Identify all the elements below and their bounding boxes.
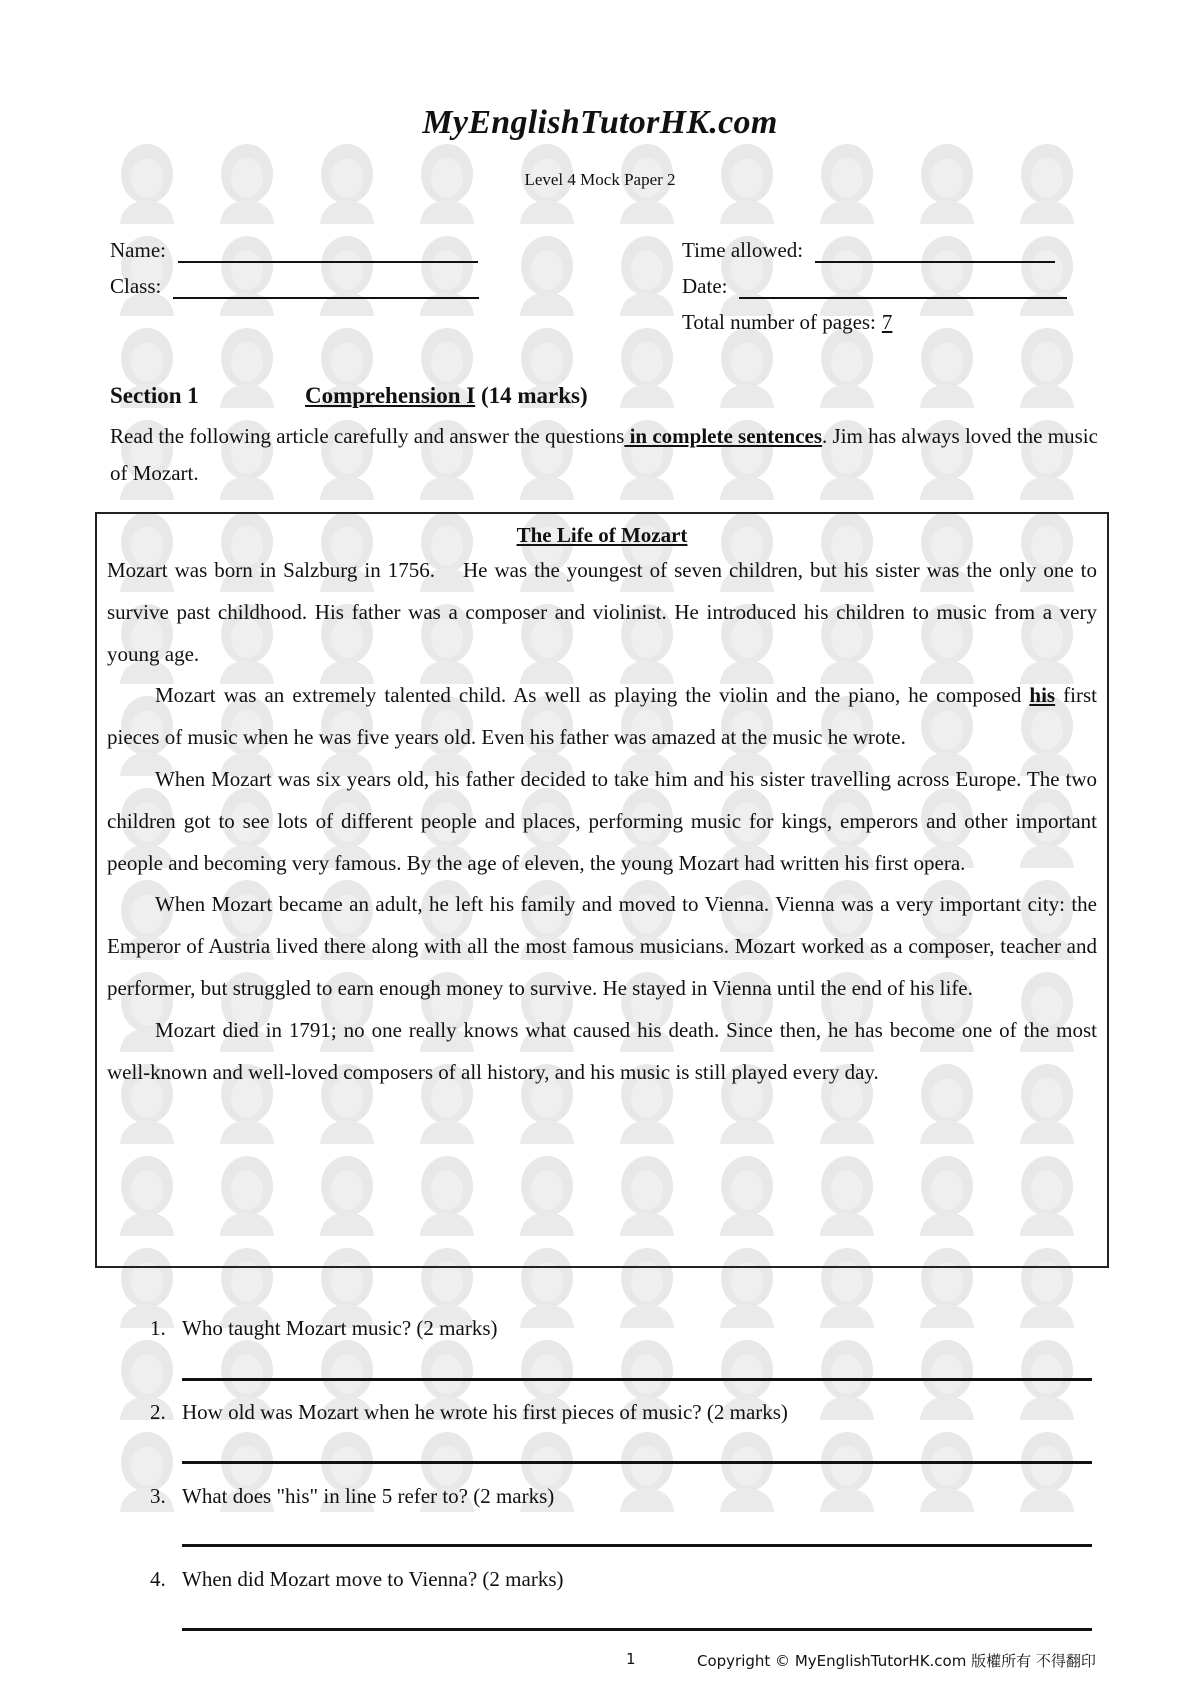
instructions	[110, 418, 1100, 492]
total-pages-label: Total number of pages:	[682, 310, 876, 334]
article-paragraph-2-end: first pieces of music when he was five years old. Even his father was amazed at the music he wrote.	[107, 683, 1097, 750]
article-paragraph-3: When Mozart was six years old, his father decided to take him and his sister travelling across Europe. The two children got to see lots of different people and places, performing music for kings, emperors and other important people and becoming very famous. By the age of eleven, the young Mozart had written his first opera.	[107, 766, 1097, 875]
date-label: Date:	[682, 274, 728, 298]
section-title-text: Comprehension I	[305, 383, 476, 408]
article-paragraph-5: Mozart died in 1791; no one really knows what caused his death. Since then, he has become one of the most well-known and well-loved composers of all history, and his music is still played every day.	[107, 1017, 1097, 1084]
answer-line-4[interactable]	[182, 1628, 1092, 1631]
article-paragraph-2	[107, 675, 1097, 759]
article-paragraph-1: Mozart was born in Salzburg in 1756. He was the youngest of seven children, but his sister was the only one to survive past childhood. His father was a composer and violinist. He introduced his children to music from a very young age.	[107, 558, 1097, 666]
section-marks: (14 marks)	[480, 383, 588, 408]
class-line[interactable]	[173, 277, 479, 299]
time-allowed-line[interactable]	[815, 241, 1055, 263]
question-3	[150, 1484, 554, 1509]
name-field[interactable]	[110, 238, 478, 263]
section-title	[305, 383, 588, 409]
time-allowed-field[interactable]	[682, 238, 1055, 263]
answer-line-1[interactable]	[182, 1378, 1092, 1381]
watermark-tile	[1012, 324, 1082, 408]
highlighted-word-his: his	[1029, 683, 1056, 708]
watermark-tile	[612, 232, 682, 316]
watermark-tile	[1012, 1428, 1082, 1512]
question-number: 4.	[150, 1567, 166, 1591]
question-text: Who taught Mozart music? (2 marks)	[182, 1316, 498, 1340]
answer-line-2[interactable]	[182, 1461, 1092, 1464]
article-box	[95, 512, 1109, 1268]
date-field[interactable]	[682, 274, 1067, 299]
question-number: 1.	[150, 1316, 166, 1340]
total-pages-value: 7	[881, 310, 893, 334]
article-paragraph-2-start: Mozart was an extremely talented child. As well as playing the violin and the piano, he composed	[155, 683, 1030, 708]
date-line[interactable]	[739, 277, 1067, 299]
watermark-tile	[612, 1428, 682, 1512]
watermark-tile	[712, 1428, 782, 1512]
question-text: How old was Mozart when he wrote his first pieces of music? (2 marks)	[182, 1400, 788, 1424]
page-number: 1	[626, 1650, 636, 1668]
instructions-emphasis: in complete sentences	[624, 424, 823, 448]
watermark-tile	[812, 1428, 882, 1512]
question-4	[150, 1567, 564, 1592]
instructions-text-end: . Jim has always loved the music of Mozart.	[110, 424, 1098, 485]
time-allowed-label: Time allowed:	[682, 238, 804, 262]
watermark-tile	[512, 232, 582, 316]
question-1	[150, 1316, 498, 1341]
article-paragraph-4: When Mozart became an adult, he left his family and moved to Vienna. Vienna was a very important city: the Emperor of Austria lived there along with all the most famous musicians. Mozart worked as a composer, teacher and performer, but struggled to earn enough money to survive. He stayed in Vienna until the end of his life.	[107, 892, 1097, 1000]
question-text: What does "his" in line 5 refer to? (2 marks)	[182, 1484, 555, 1508]
question-number: 2.	[150, 1400, 166, 1424]
name-label: Name:	[110, 238, 166, 262]
watermark-tile	[912, 1428, 982, 1512]
watermark-tile	[912, 324, 982, 408]
article-title: The Life of Mozart	[516, 523, 688, 547]
site-title: MyEnglishTutorHK.com	[422, 104, 778, 141]
name-line[interactable]	[178, 241, 478, 263]
answer-line-3[interactable]	[182, 1544, 1092, 1547]
class-label: Class:	[110, 274, 162, 298]
watermark-tile	[712, 324, 782, 408]
watermark-tile	[212, 324, 282, 408]
watermark-tile	[812, 324, 882, 408]
copyright-notice: Copyright © MyEnglishTutorHK.com 版權所有 不得翻印	[697, 1652, 1096, 1670]
question-number: 3.	[150, 1484, 166, 1508]
section-number: Section 1	[110, 383, 199, 408]
paper-subtitle: Level 4 Mock Paper 2	[524, 170, 676, 189]
question-2	[150, 1400, 788, 1425]
watermark-tile	[612, 324, 682, 408]
total-pages-field	[682, 310, 892, 335]
class-field[interactable]	[110, 274, 479, 299]
question-text: When did Mozart move to Vienna? (2 marks)	[182, 1567, 564, 1591]
instructions-text: Read the following article carefully and answer the questions	[110, 424, 625, 448]
